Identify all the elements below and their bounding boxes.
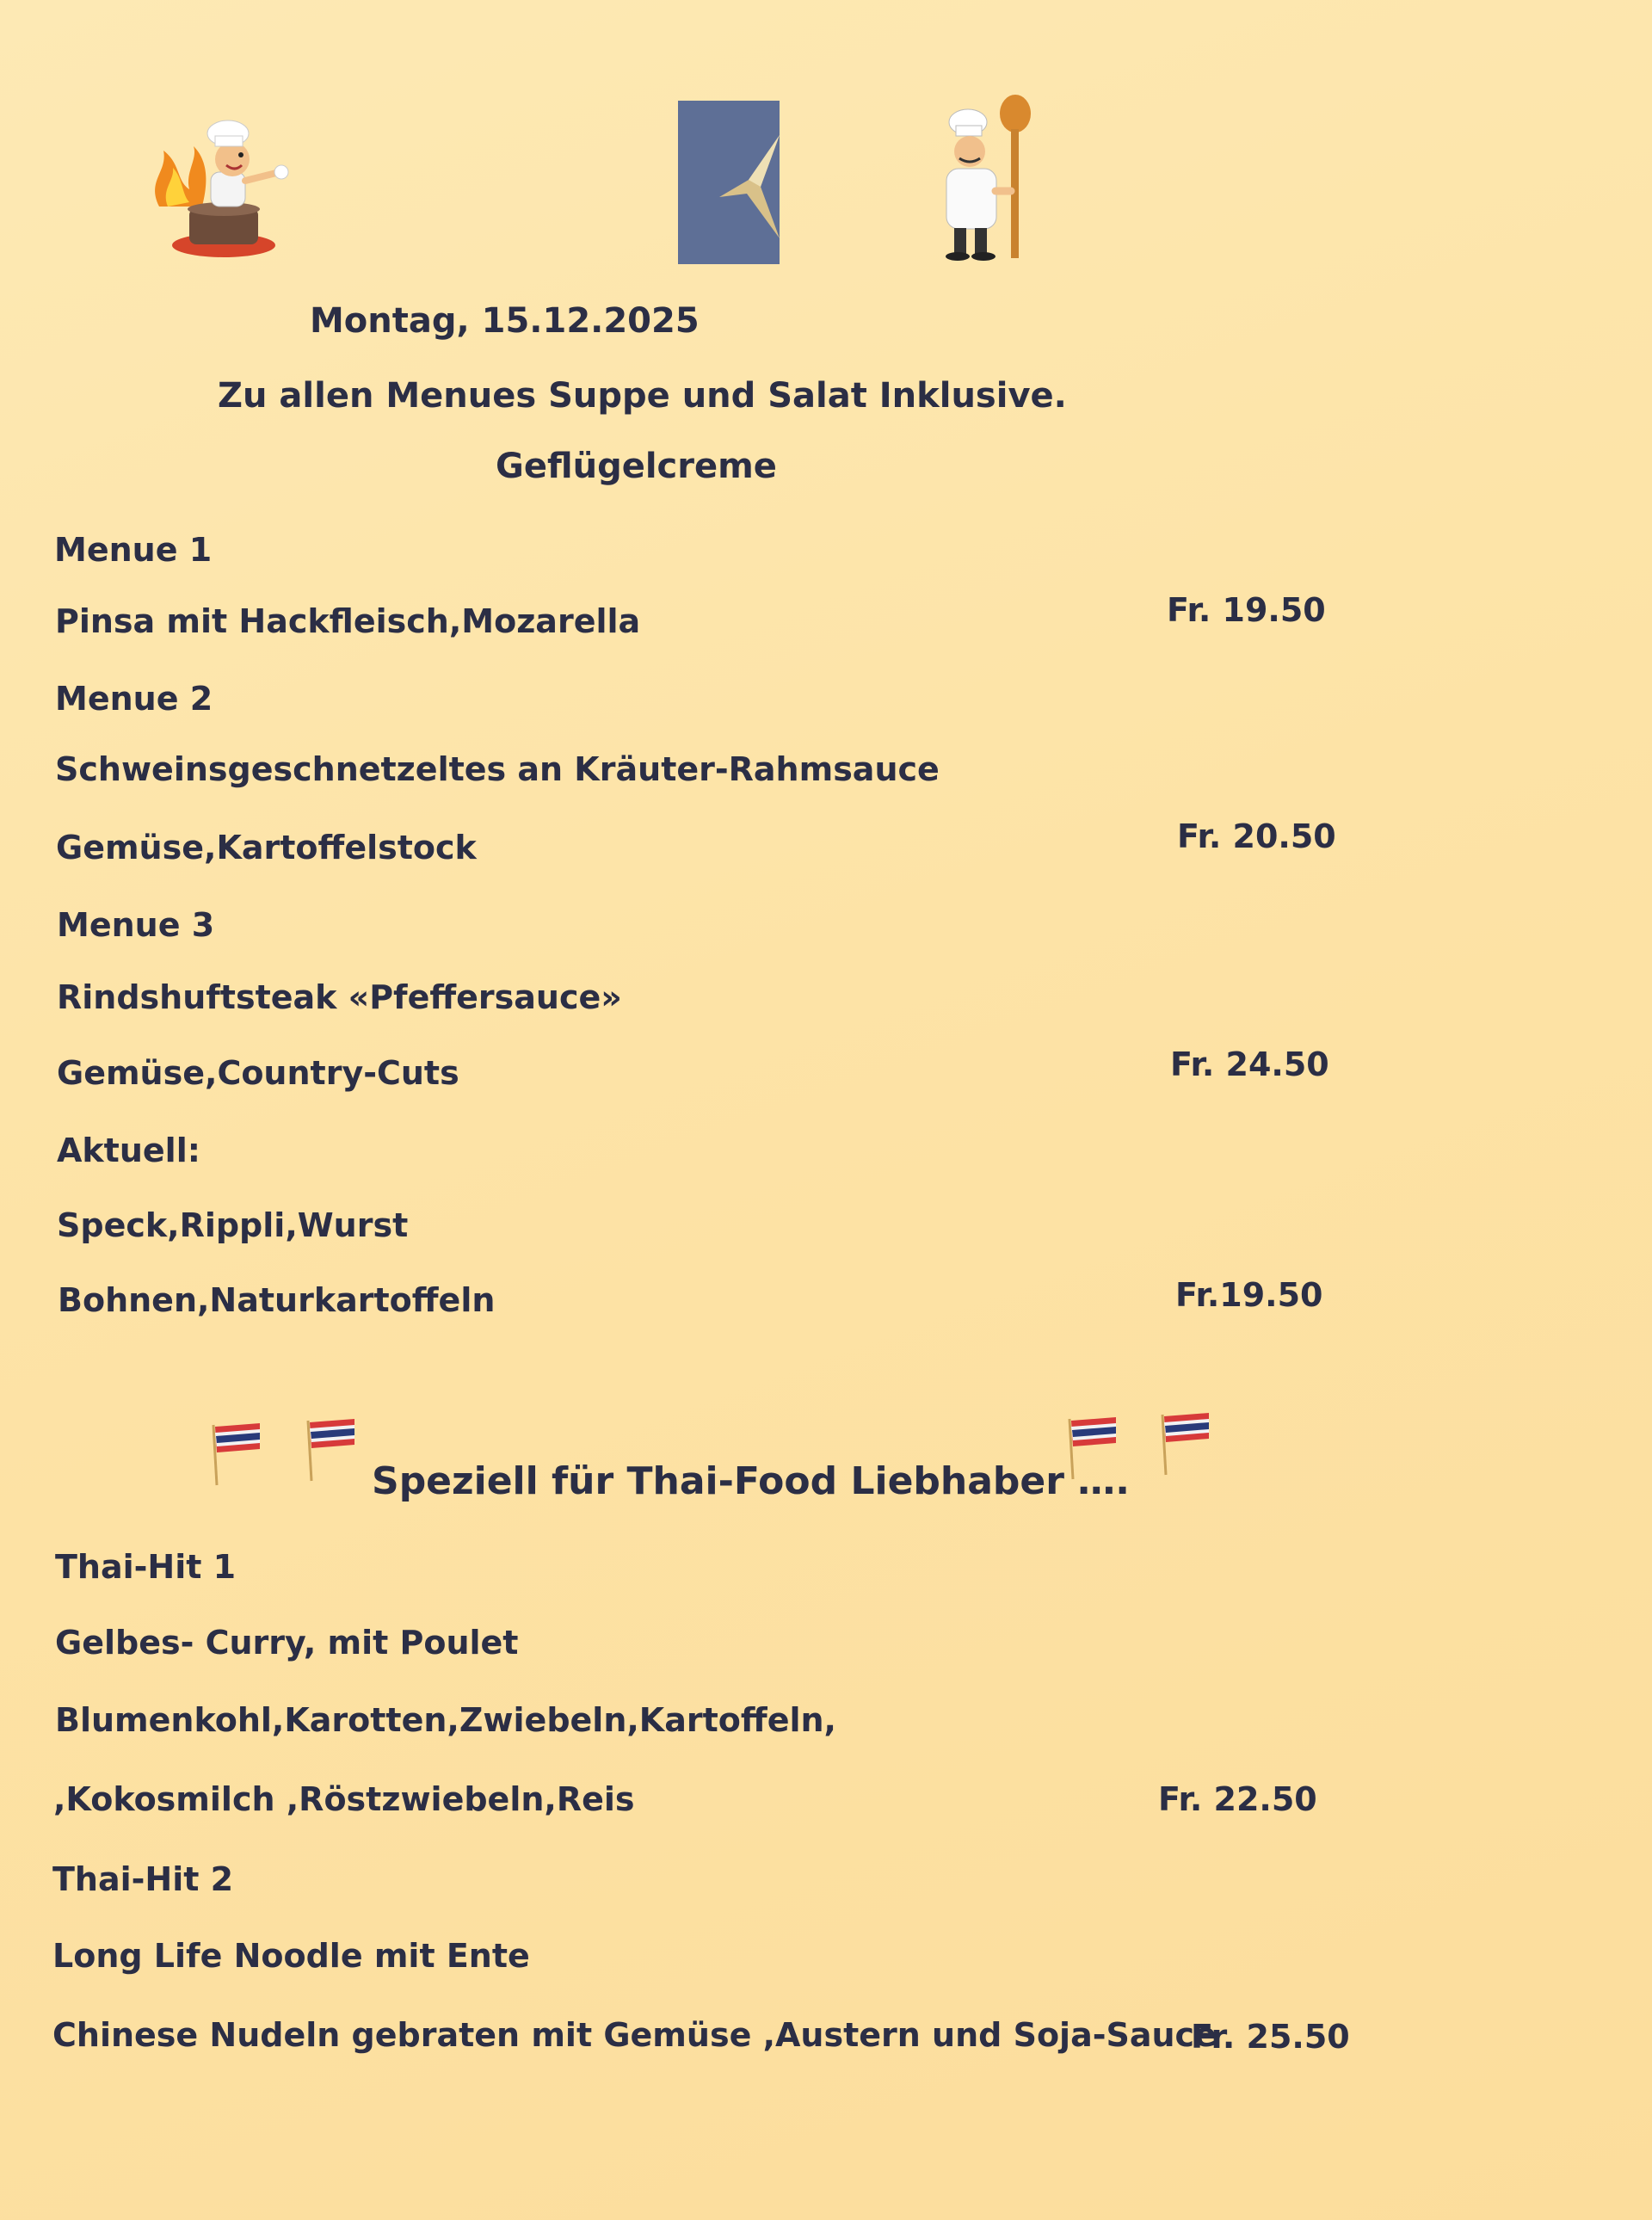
thai-flag-icon [1156,1409,1216,1478]
thai-heading: Speziell für Thai-Food Liebhaber …. [372,1459,1130,1503]
menu-2-title: Menue 2 [55,680,213,718]
thai-hit-1-title: Thai-Hit 1 [55,1548,237,1586]
thai-hit-1-line-2: Blumenkohl,Karotten,Zwiebeln,Kartoffeln, [55,1701,836,1739]
thai-hit-1-price: Fr. 22.50 [1158,1780,1317,1818]
soup-of-day: Geflügelcreme [496,447,777,486]
menu-1-price: Fr. 19.50 [1167,591,1326,629]
chef-cooking-pot-icon [142,112,301,267]
aktuell-title: Aktuell: [57,1132,200,1169]
thai-hit-2-price: Fr. 25.50 [1191,2018,1350,2056]
menu-3-price: Fr. 24.50 [1170,1045,1329,1083]
menu-date: Montag, 15.12.2025 [310,301,700,341]
chef-with-spoon-icon [934,95,1045,262]
thai-hit-2-line-2: Chinese Nudeln gebraten mit Gemüse ,Austern und Soja-Sauce [52,2016,1217,2054]
thai-flag-icon [206,1420,267,1489]
menu-2-line-1: Schweinsgeschnetzeltes an Kräuter-Rahmsauce [55,750,940,788]
menu-3-title: Menue 3 [57,906,215,944]
star-logo [678,101,780,264]
aktuell-line-2: Bohnen,Naturkartoffeln [58,1281,496,1319]
menu-3-line-2: Gemüse,Country-Cuts [57,1054,459,1092]
thai-hit-2-title: Thai-Hit 2 [52,1860,234,1898]
menu-3-line-1: Rindshuftsteak «Pfeffersauce» [57,978,622,1016]
menu-1-line-1: Pinsa mit Hackfleisch,Mozarella [55,602,641,640]
thai-flag-icon [301,1415,361,1484]
menu-2-price: Fr. 20.50 [1177,817,1336,855]
aktuell-price: Fr.19.50 [1175,1276,1323,1314]
thai-hit-1-line-1: Gelbes- Curry, mit Poulet [55,1624,519,1662]
aktuell-line-1: Speck,Rippli,Wurst [57,1206,409,1244]
thai-hit-2-line-1: Long Life Noodle mit Ente [52,1937,530,1975]
menu-2-line-2: Gemüse,Kartoffelstock [56,829,477,866]
thai-hit-1-line-3: ,Kokosmilch ,Röstzwiebeln,Reis [53,1780,635,1818]
menu-1-title: Menue 1 [54,531,213,569]
included-note: Zu allen Menues Suppe und Salat Inklusive. [218,376,1067,416]
